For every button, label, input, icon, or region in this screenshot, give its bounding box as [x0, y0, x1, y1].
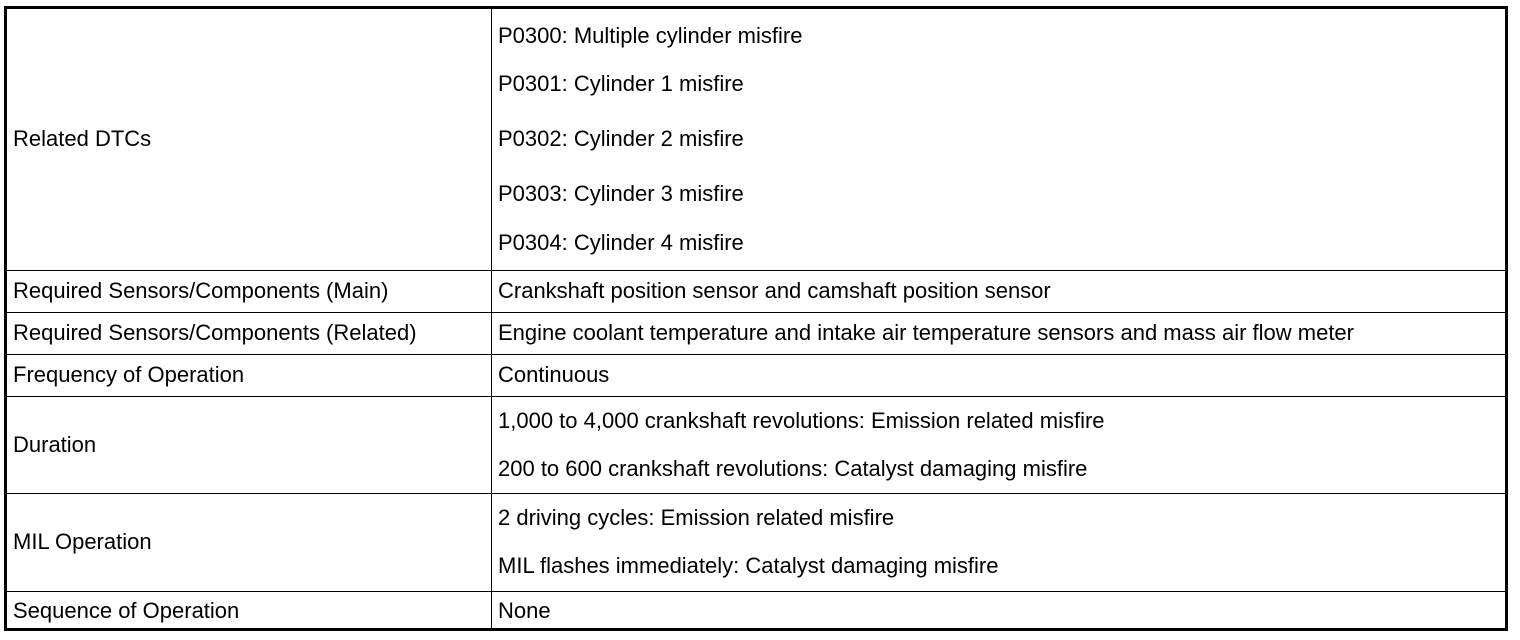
table-row-required-sensors-main [7, 270, 1505, 312]
mil-item: 2 driving cycles: Emission related misfire [498, 505, 895, 530]
dtc-item: P0302: Cylinder 2 misfire [498, 126, 744, 152]
row-value-list [492, 396, 1506, 493]
row-label: Sequence of Operation [7, 591, 492, 631]
dtc-item: P0300: Multiple cylinder misfire [498, 22, 803, 48]
dtc-item: P0304: Cylinder 4 misfire [498, 229, 744, 255]
monitor-info-table-frame [4, 6, 1508, 631]
mil-item: MIL flashes immediately: Catalyst damaging misfire [498, 553, 999, 578]
row-label: Required Sensors/Components (Main) [7, 270, 492, 312]
row-value: Crankshaft position sensor and camshaft position sensor [492, 270, 1506, 312]
table-row-required-sensors-related [7, 312, 1505, 354]
row-value: Continuous [492, 354, 1506, 396]
row-label: Frequency of Operation [7, 354, 492, 396]
row-value-list [492, 493, 1506, 591]
dtc-item: P0303: Cylinder 3 misfire [498, 181, 744, 207]
table-row-duration [7, 396, 1505, 493]
table-row-related-dtcs [7, 9, 1505, 270]
table-row-sequence [7, 591, 1505, 631]
row-label: Related DTCs [7, 9, 492, 270]
duration-item: 200 to 600 crankshaft revolutions: Catalyst damaging misfire [498, 455, 1088, 481]
table-row-frequency [7, 354, 1505, 396]
row-value: None [492, 591, 1506, 631]
row-value: Engine coolant temperature and intake air temperature sensors and mass air flow meter [492, 312, 1506, 354]
monitor-info-table [7, 9, 1505, 631]
row-label: Duration [7, 396, 492, 493]
row-label: Required Sensors/Components (Related) [7, 312, 492, 354]
table-row-mil-operation [7, 493, 1505, 591]
row-label: MIL Operation [7, 493, 492, 591]
duration-item: 1,000 to 4,000 crankshaft revolutions: Emission related misfire [498, 407, 1105, 433]
row-value-list [492, 9, 1506, 270]
dtc-item: P0301: Cylinder 1 misfire [498, 71, 744, 97]
